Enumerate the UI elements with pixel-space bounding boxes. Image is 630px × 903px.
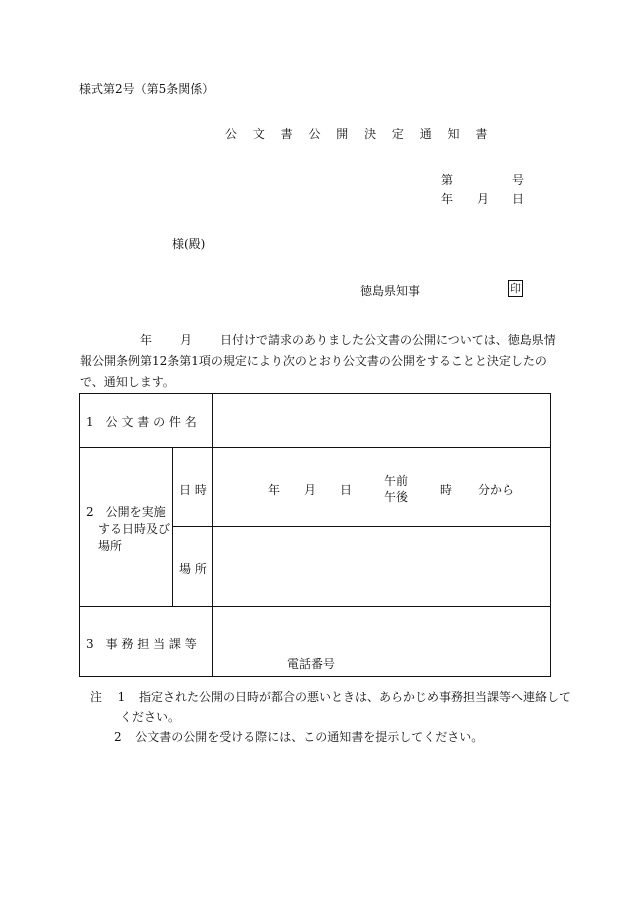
row-schedule-label-line2: する日時及び [98,522,171,536]
row-office-label: 3 事 務 担 当 課 等 [86,637,197,651]
body-line3: で、通知します。 [80,375,175,389]
row-schedule-label-line3: 場所 [98,539,123,553]
minute-from-label: 分から [478,483,515,497]
note2-text: 公文書の公開を受ける際には、この通知書を提示してください。 [135,730,484,744]
form-number: 様式第2号（第5条関係） [79,82,215,96]
body-year: 年 [140,333,153,347]
disclosure-table [79,393,551,677]
datetime-month: 月 [304,483,317,497]
doc-number-suffix: 号 [512,173,525,187]
datetime-year: 年 [268,483,281,497]
row-schedule-label-line1: 2 公開を実施 [86,505,166,519]
note2-number: 2 [114,730,122,744]
datetime-day: 日 [340,483,353,497]
note1-line1: 指定された公開の日時が都合の悪いときは、あらかじめ事務担当課等へ連絡して [138,690,571,704]
body-line2: 報公開条例第12条第1項の規定により次のとおり公文書の公開をすることと決定したの [80,354,547,368]
seal-mark: 印 [510,282,521,295]
notes [90,687,571,747]
date-year: 年 [441,192,454,206]
phone-label: 電話番号 [287,657,336,671]
hour-label: 時 [440,483,453,497]
doc-number-label: 第 [441,173,454,187]
notes-prefix: 注 [90,690,103,704]
row-document-name-label: 1 公 文 書 の 件 名 [86,415,197,429]
am-label: 午前 [384,474,409,488]
date-day: 日 [512,192,525,206]
body-line1: 日付けで請求のありました公文書の公開については、徳島県情 [220,333,556,347]
pm-label: 午後 [384,490,409,504]
body-month: 月 [180,333,193,347]
note1-number: 1 [117,690,126,704]
datetime-label: 日 時 [179,483,207,497]
note1-line2: ください。 [120,710,181,724]
place-label: 場 所 [179,562,207,576]
notice-body [80,330,558,393]
issuer: 徳島県知事 [360,284,421,298]
page-title: 公 文 書 公 開 決 定 通 知 書 [225,127,494,141]
date-month: 月 [477,192,490,206]
addressee: 様(殿) [172,237,206,251]
